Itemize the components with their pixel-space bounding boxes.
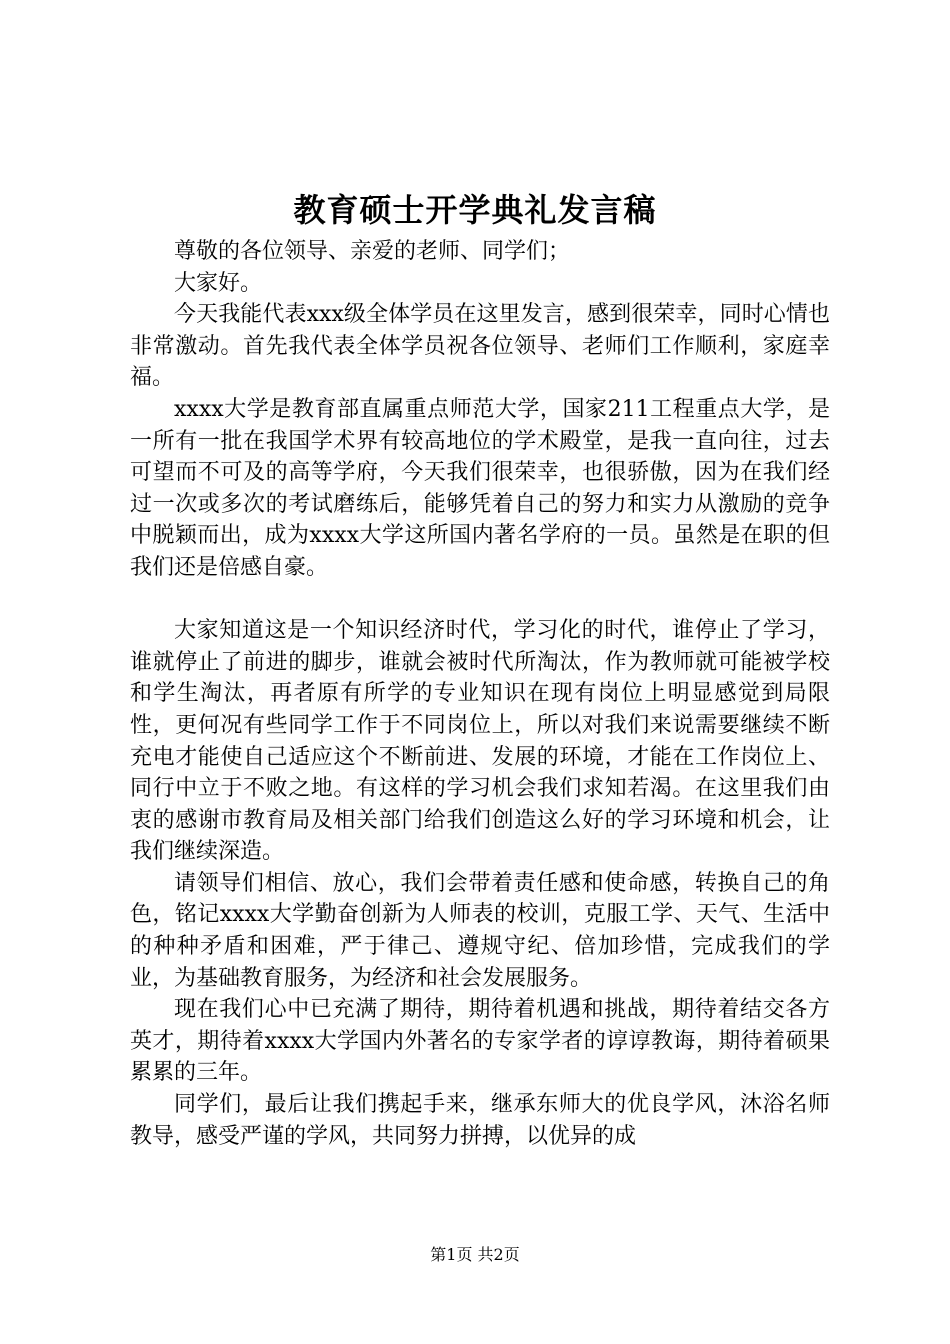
body-paragraph-2: xxxx大学是教育部直属重点师范大学，国家211工程重点大学，是一所有一批在我国学术界有较高地位的学术殿堂，是我一直向往，过去可望而不可及的高等学府，今天我们很荣幸，也很骄傲，因为在我们经过一次或多次的考试磨练后，能够凭着自己的努力和实力从激励的竞争中脱颖而出，成为xxxx大学这所国内著名学府的一员。虽然是在职的但我们还是倍感自豪。 (130, 396, 830, 580)
document-body (130, 236, 830, 1152)
body-paragraph-1: 今天我能代表xxx级全体学员在这里发言，感到很荣幸，同时心情也非常激动。首先我代表全体学员祝各位领导、老师们工作顺利，家庭幸福。 (130, 302, 830, 391)
body-paragraph-4: 请领导们相信、放心，我们会带着责任感和使命感，转换自己的角色，铭记xxxx大学勤奋创新为人师表的校训，克服工学、天气、生活中的种种矛盾和困难，严于律己、遵规守纪、倍加珍惜，完成我们的学业，为基础教育服务，为经济和社会发展服务。 (130, 870, 830, 991)
body-paragraph-3: 大家知道这是一个知识经济时代，学习化的时代，谁停止了学习，谁就停止了前进的脚步，谁就会被时代所淘汰，作为教师就可能被学校和学生淘汰，再者原有所学的专业知识在现有岗位上明显感觉到局限性，更何况有些同学工作于不同岗位上，所以对我们来说需要继续不断充电才能使自己适应这个不断前进、发展的环境，才能在工作岗位上、同行中立于不败之地。有这样的学习机会我们求知若渴。在这里我们由衷的感谢市教育局及相关部门给我们创造这么好的学习环境和机会，让我们继续深造。 (130, 618, 830, 865)
salutation-paragraph: 尊敬的各位领导、亲爱的老师、同学们； (174, 239, 571, 264)
paragraph-spacer (130, 584, 830, 616)
greeting-paragraph: 大家好。 (174, 270, 263, 296)
body-paragraph-6: 同学们，最后让我们携起手来，继承东师大的优良学风，沐浴名师教导，感受严谨的学风，共同努力拼搏，以优异的成 (130, 1092, 830, 1149)
page-number-footer: 第1页 共2页 (430, 1245, 520, 1264)
document-title: 教育硕士开学典礼发言稿 (293, 191, 657, 229)
body-paragraph-5: 现在我们心中已充满了期待，期待着机遇和挑战，期待着结交各方英才，期待着xxxx大学国内外著名的专家学者的谆谆教诲，期待着硕果累累的三年。 (130, 997, 830, 1086)
